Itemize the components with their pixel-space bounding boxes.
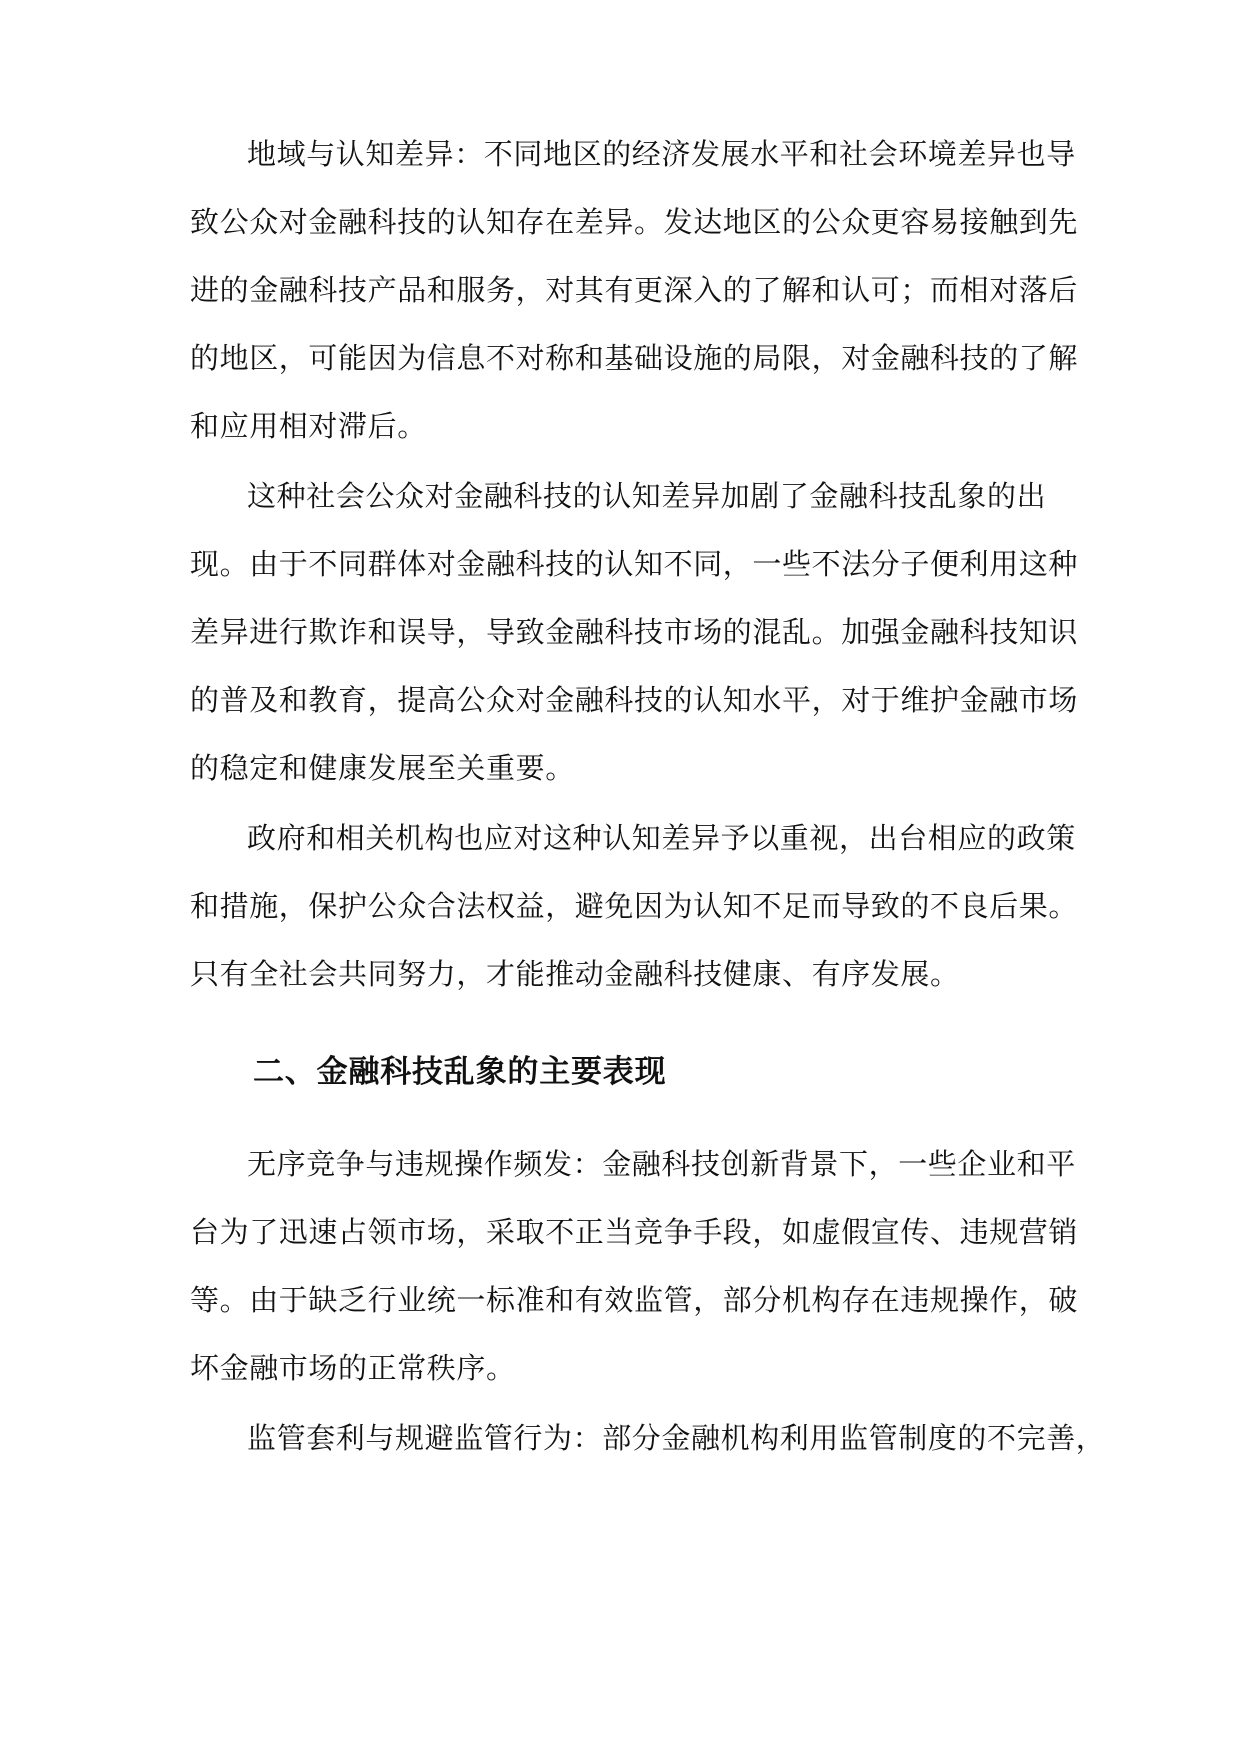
paragraph-4-line-4: 坏金融市场的正常秩序。: [190, 1351, 516, 1385]
paragraph-1-line-1: 地域与认知差异：不同地区的经济发展水平和社会环境差异也导: [247, 137, 1076, 171]
paragraph-3-line-2: 和措施，保护公众合法权益，避免因为认知不足而导致的不良后果。: [190, 889, 1079, 923]
paragraph-2-line-1: 这种社会公众对金融科技的认知差异加剧了金融科技乱象的出: [247, 479, 1047, 513]
paragraph-4-line-3: 等。由于缺乏行业统一标准和有效监管，部分机构存在违规操作，破: [190, 1283, 1079, 1317]
paragraph-2-line-4: 的普及和教育，提高公众对金融科技的认知水平，对于维护金融市场: [190, 683, 1079, 717]
paragraph-2-line-5: 的稳定和健康发展至关重要。: [190, 751, 575, 785]
paragraph-1-line-2: 致公众对金融科技的认知存在差异。发达地区的公众更容易接触到先: [190, 205, 1079, 239]
section-heading: 二、金融科技乱象的主要表现: [253, 1054, 667, 1090]
paragraph-1-line-3: 进的金融科技产品和服务，对其有更深入的了解和认可；而相对落后: [190, 273, 1079, 307]
paragraph-2-line-3: 差异进行欺诈和误导，导致金融科技市场的混乱。加强金融科技知识: [190, 615, 1079, 649]
paragraph-2-line-2: 现。由于不同群体对金融科技的认知不同，一些不法分子便利用这种: [190, 547, 1079, 581]
paragraph-4-line-2: 台为了迅速占领市场，采取不正当竞争手段，如虚假宣传、违规营销: [190, 1215, 1079, 1249]
paragraph-3-line-3: 只有全社会共同努力，才能推动金融科技健康、有序发展。: [190, 957, 960, 991]
paragraph-3-line-1: 政府和相关机构也应对这种认知差异予以重视，出台相应的政策: [247, 821, 1076, 855]
paragraph-1-line-4: 的地区，可能因为信息不对称和基础设施的局限，对金融科技的了解: [190, 341, 1079, 375]
paragraph-5-line-1: 监管套利与规避监管行为：部分金融机构利用监管制度的不完善，: [247, 1421, 1106, 1455]
paragraph-1-line-5: 和应用相对滞后。: [190, 409, 427, 443]
paragraph-4-line-1: 无序竞争与违规操作频发：金融科技创新背景下，一些企业和平: [247, 1147, 1076, 1181]
